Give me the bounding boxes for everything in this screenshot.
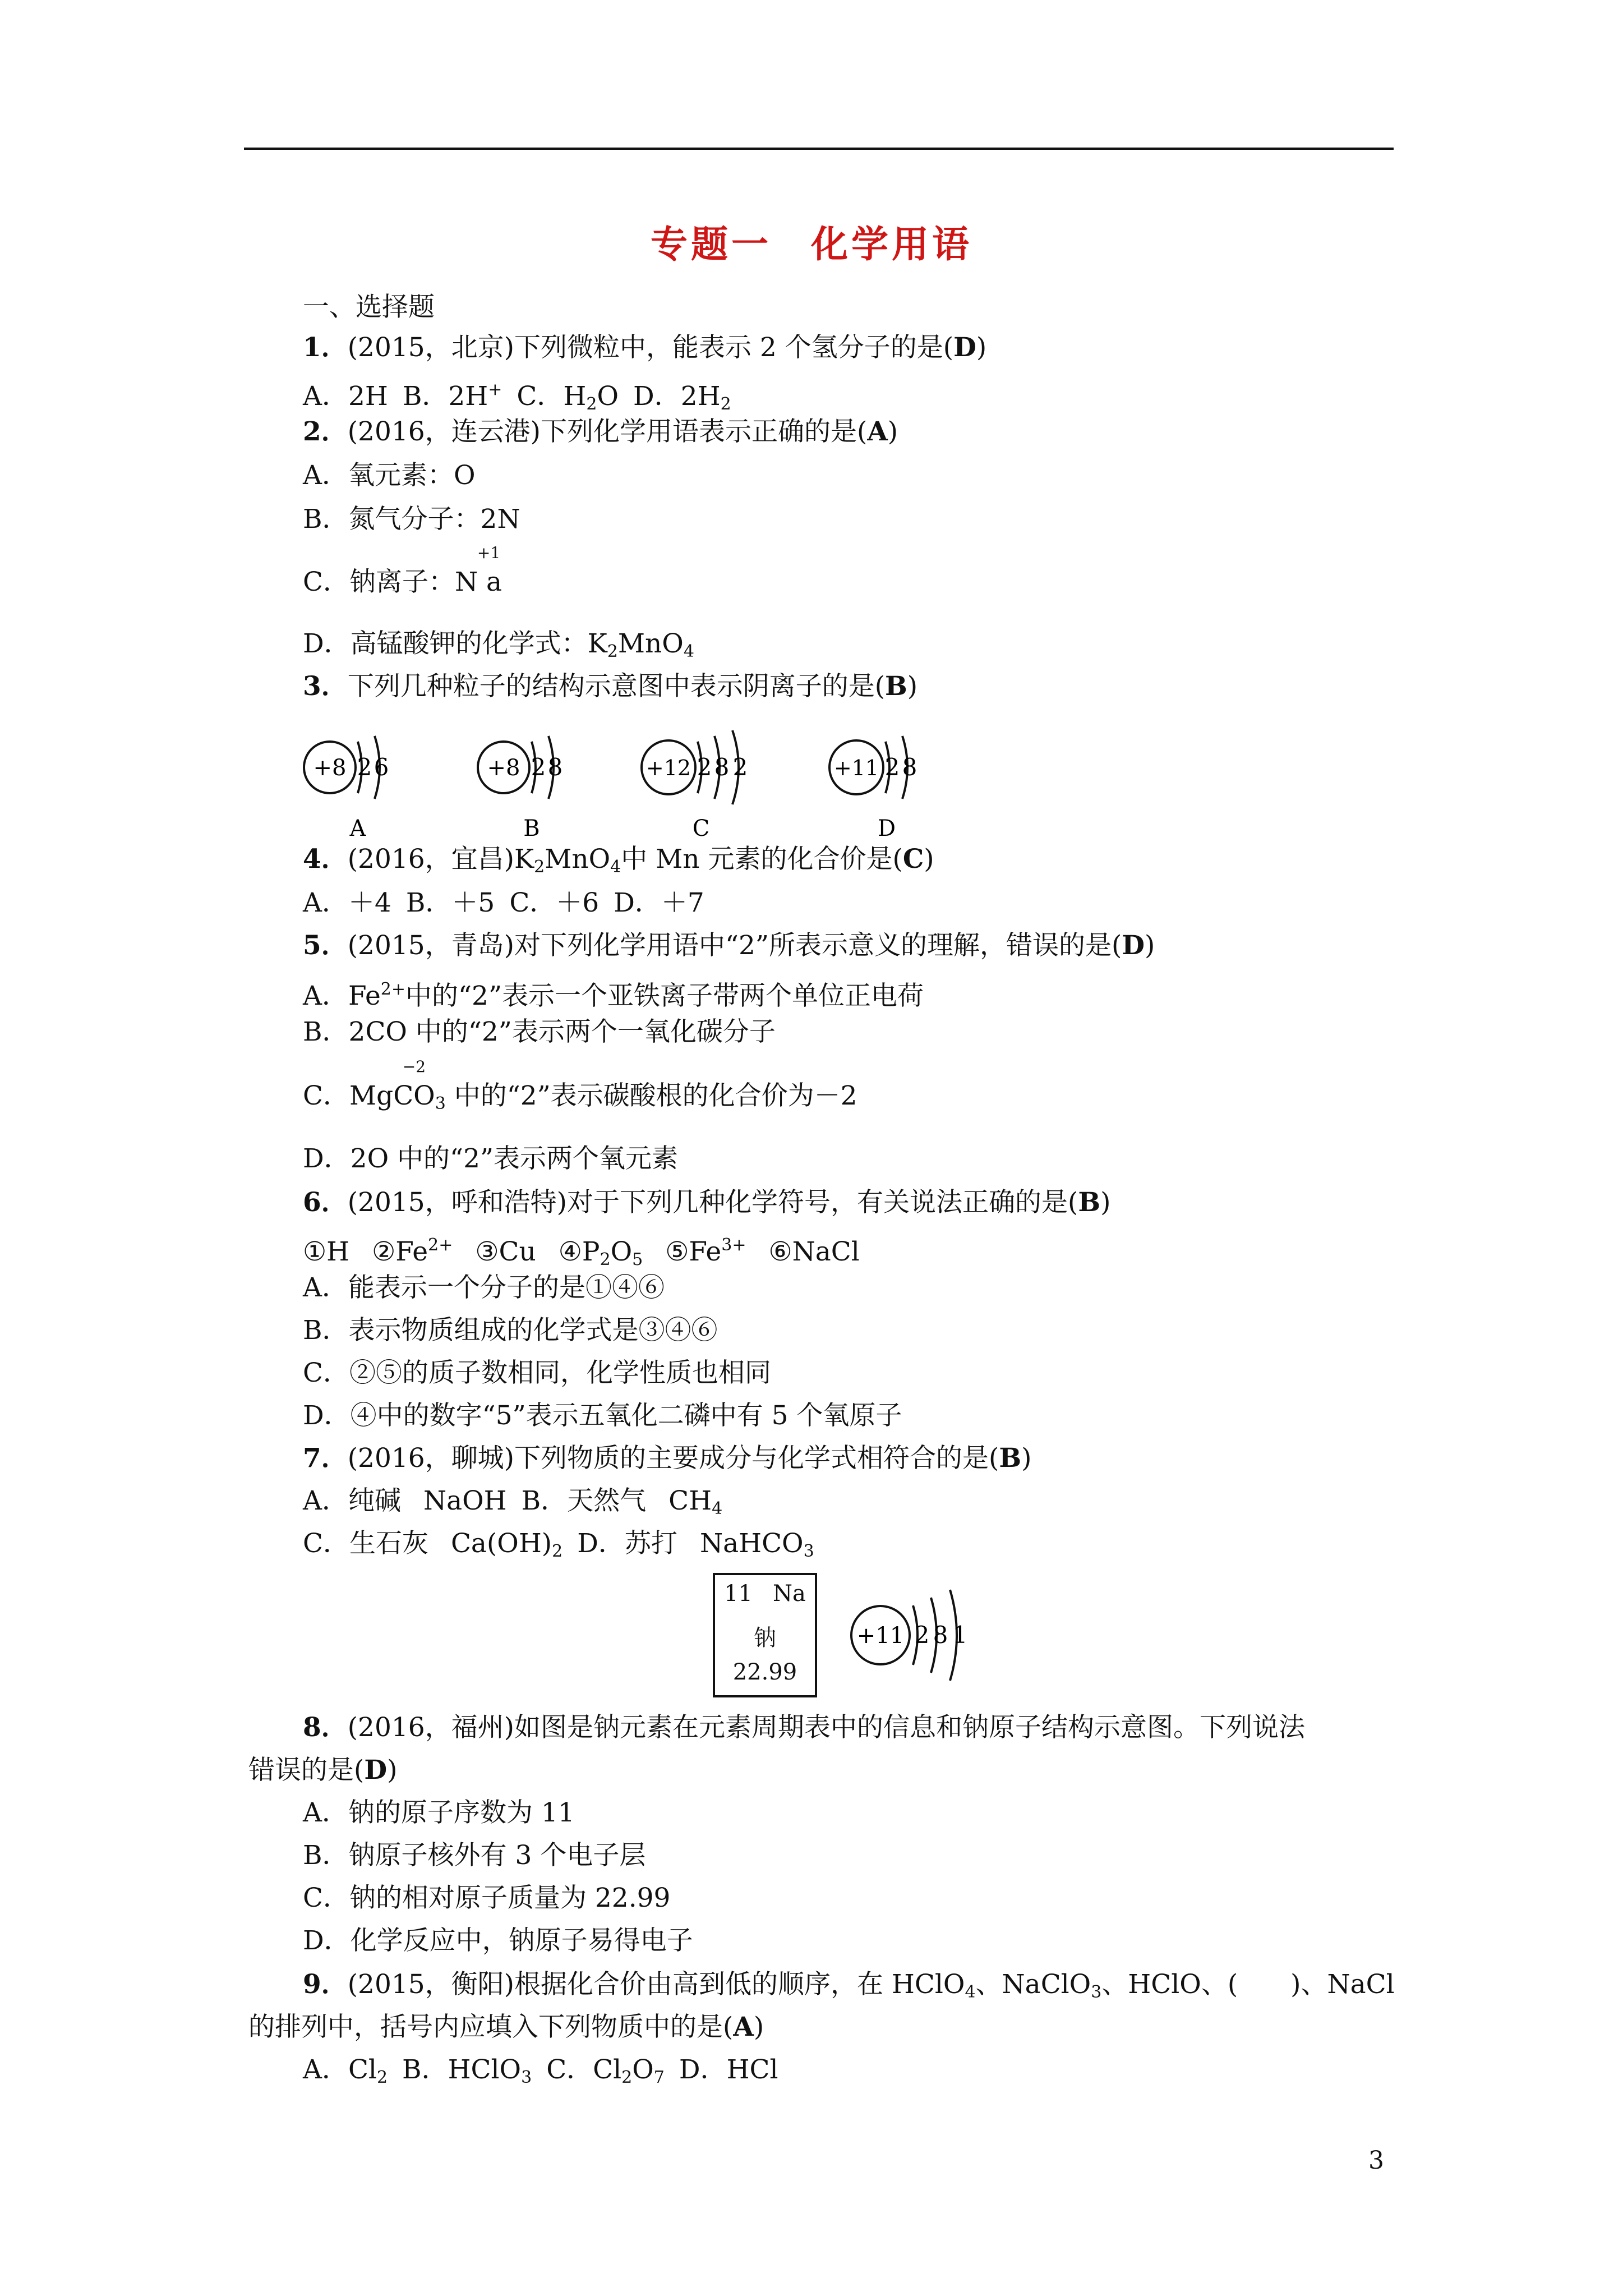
page-number: 3: [1368, 2146, 1384, 2175]
svg-text:8: 8: [714, 753, 730, 781]
question-9-cont: 的排列中，括号内应填入下列物质中的是(A): [248, 2012, 764, 2042]
header-rule: [244, 148, 1394, 150]
element-card-sodium: [713, 1573, 817, 1697]
question-2-option-d: D．高锰酸钾的化学式：$K_2MnO_4$: [303, 628, 694, 661]
section-heading: 一、选择题: [303, 292, 435, 323]
question-2-option-a: A．氧元素：O: [303, 460, 476, 491]
question-3: 3．下列几种粒子的结构示意图中表示阴离子的是(B): [303, 671, 918, 702]
question-6: 6．(2015，呼和浩特)对于下列几种化学符号，有关说法正确的是(B): [303, 1187, 1111, 1218]
question-8-option-c: C．钠的相对原子质量为 22.99: [303, 1883, 671, 1913]
svg-text:2: 2: [732, 753, 748, 781]
question-6-symbols: ①H $②Fe^{2+}$ ③Cu $④P_2O_5$ $⑤Fe^{3+}$ ⑥NaCl: [303, 1235, 860, 1269]
question-2-option-b: B．氮气分子：2N: [303, 504, 520, 535]
element-card-top: 11 Na: [724, 1581, 806, 1607]
question-6-option-b: B．表示物质组成的化学式是③④⑥: [303, 1315, 718, 1346]
question-6-option-a: A．能表示一个分子的是①④⑥: [303, 1272, 665, 1303]
question-4-options: A．＋4 B．＋5 C．＋6 D．＋7: [303, 887, 704, 918]
svg-text:8: 8: [547, 753, 563, 781]
svg-text:2: 2: [531, 753, 546, 781]
svg-text:8: 8: [933, 1621, 948, 1649]
diagram-b: [478, 736, 562, 841]
question-7-options-2: C．生石灰 $Ca(OH)_2$ D．苏打 NaHCO$_3$: [303, 1528, 814, 1561]
question-8-option-d: D．化学反应中，钠原子易得电子: [303, 1925, 693, 1956]
diagram-d: [829, 736, 917, 841]
svg-text:2: 2: [697, 753, 712, 781]
svg-text:D: D: [877, 816, 896, 841]
question-9: 9．(2015，衡阳)根据化合价由高到低的顺序，在 HClO$_4$、NaClO$_3$、HClO、( )、NaCl: [303, 1969, 1395, 2002]
question-5: 5．(2015，青岛)对下列化学用语中“2”所表示意义的理解，错误的是(D): [303, 930, 1155, 961]
question-5-option-a: A．$Fe^{2+}$中的“2”表示一个亚铁离子带两个单位正电荷: [303, 979, 924, 1011]
svg-text:+12: +12: [645, 756, 691, 780]
svg-text:+11: +11: [856, 1623, 905, 1649]
question-2: 2．(2016，连云港)下列化学用语表示正确的是(A): [303, 416, 898, 447]
question-7: 7．(2016，聊城)下列物质的主要成分与化学式相符合的是(B): [303, 1443, 1032, 1474]
sodium-atom-diagram: [841, 1571, 1009, 1700]
svg-text:B: B: [523, 816, 540, 841]
diagram-a: [304, 736, 389, 841]
question-1-options: A．2H B．2H+ C．$H_2O$ D．$2H_2$: [303, 380, 731, 414]
svg-text:8: 8: [902, 753, 917, 781]
svg-text:C: C: [692, 816, 710, 841]
question-9-options: A．$Cl_2$ B．HClO$_3$ C．$Cl_2O_7$ D．HCl: [303, 2054, 778, 2087]
question-7-options-1: A．纯碱 NaOH B．天然气 $CH_4$: [303, 1485, 723, 1519]
question-4: 4．(2016，宜昌)$K_2MnO_4$中 Mn 元素的化合价是(C): [303, 844, 934, 877]
question-2-option-c: C．钠离子：N a +1: [303, 544, 502, 597]
question-8-cont: 错误的是(D): [248, 1755, 398, 1786]
svg-text:1: 1: [952, 1621, 968, 1649]
svg-text:+8: +8: [313, 755, 347, 781]
question-1: 1．(2015，北京)下列微粒中，能表示 2 个氢分子的是(D): [303, 332, 987, 363]
question-5-option-d: D．2O 中的“2”表示两个氧元素: [303, 1143, 679, 1174]
question-8: 8．(2016，福州)如图是钠元素在元素周期表中的信息和钠原子结构示意图。下列说法: [303, 1712, 1305, 1743]
svg-text:2: 2: [914, 1621, 930, 1649]
svg-text:+8: +8: [487, 755, 520, 781]
element-card-mass: 22.99: [732, 1659, 797, 1685]
svg-text:2: 2: [884, 753, 900, 781]
question-6-option-d: D．④中的数字“5”表示五氧化二磷中有 5 个氧原子: [303, 1400, 902, 1431]
element-card-name: 钠: [754, 1625, 776, 1651]
question-6-option-c: C．②⑤的质子数相同，化学性质也相同: [303, 1358, 771, 1388]
svg-text:2: 2: [357, 753, 372, 781]
atomic-structure-diagrams: [292, 712, 1021, 847]
svg-text:+11: +11: [833, 756, 879, 780]
page-title: 专题一 化学用语: [651, 222, 972, 266]
question-5-option-b: B．2CO 中的“2”表示两个一氧化碳分子: [303, 1016, 776, 1047]
question-8-option-b: B．钠原子核外有 3 个电子层: [303, 1840, 646, 1871]
question-5-option-c: C．MgCO −2 $_3$ 中的“2”表示碳酸根的化合价为－2: [303, 1057, 857, 1114]
svg-text:A: A: [349, 816, 366, 841]
question-8-option-a: A．钠的原子序数为 11: [303, 1797, 575, 1828]
diagram-c: [642, 730, 748, 841]
svg-text:6: 6: [374, 753, 389, 781]
